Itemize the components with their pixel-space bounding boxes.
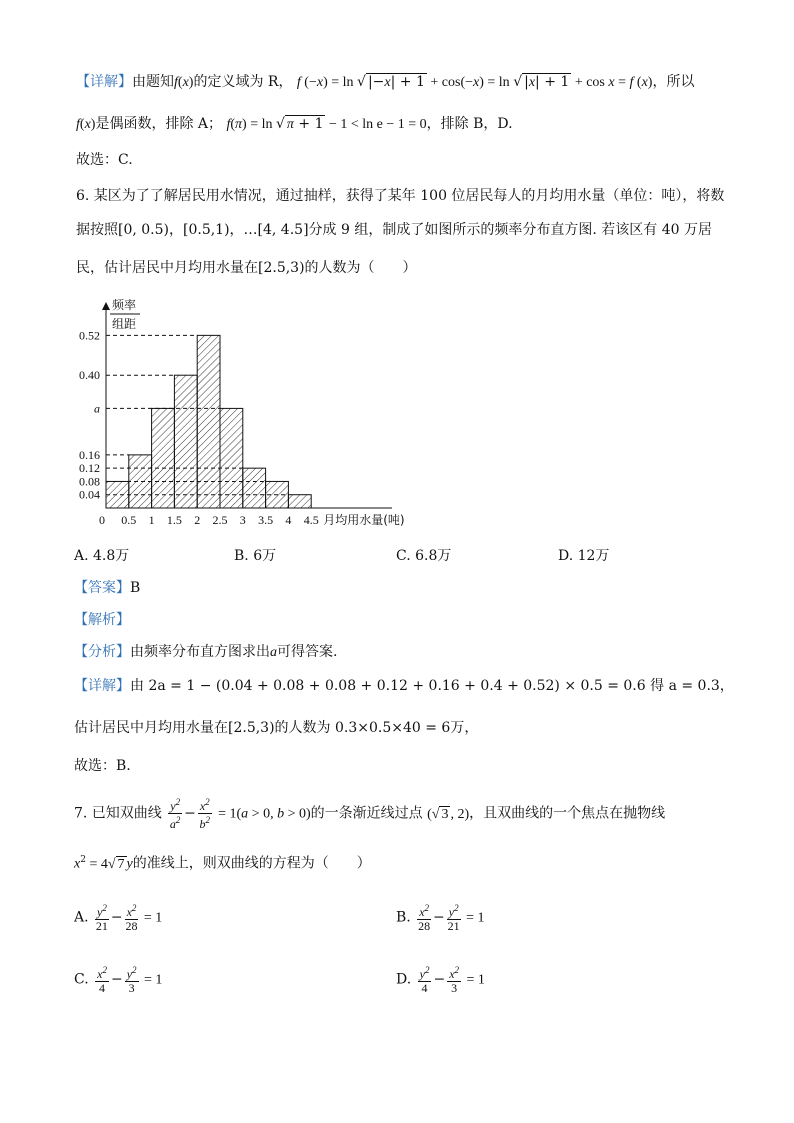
histogram-bar (197, 335, 220, 508)
y-axis-label-bottom: 组距 (112, 317, 137, 331)
x-tick-label: 4 (285, 513, 292, 527)
q6-fenxi: 【分析】由频率分布直方图求出a可得答案. (74, 644, 338, 660)
x-tick-label: 1 (148, 513, 155, 527)
histogram-bar (220, 408, 243, 508)
histogram-bar (152, 408, 175, 508)
q5-detail-line1: 【详解】由题知f(x)的定义域为 R， f (−x) = ln √ |−x| + 1 + cos(−x) = ln √ |x| + 1 + cos x = f (x)，所以 (76, 74, 695, 90)
q7-option-d[interactable]: D. $\frac{y^2}{4}$ − $\frac{x^2}{3}$ = 1 (396, 965, 485, 995)
q6-detail-line1: 【详解】由 2a = 1 − (0.04 + 0.08 + 0.08 + 0.12 + 0.16 + 0.4 + 0.52) × 0.5 = 0.6 得 a = 0.3， (74, 678, 734, 694)
y-tick-label: 0.16 (79, 447, 100, 462)
q6-option-a[interactable]: A. 4.8万 (74, 548, 130, 564)
q5-detail-line2: f(x)是偶函数，排除 A； f(π) = ln √ π + 1 − 1 < ln e − 1 = 0，排除 B，D. (76, 116, 513, 132)
x-tick-label: 2 (194, 513, 201, 527)
q6-option-b[interactable]: B. 6万 (234, 548, 277, 564)
y-axis-label-top: 频率 (112, 298, 137, 312)
q5-choose: 故选：C. (76, 152, 133, 168)
y-tick-label: 0.04 (79, 487, 100, 502)
q7-stem-line2: $x^2 = 4√$ 7 y的准线上，则双曲线的方程为（ ） (74, 855, 371, 872)
x-tick-label: 0 (99, 513, 105, 527)
x-tick-label: 0.5 (121, 513, 137, 527)
histogram-bar (243, 468, 266, 508)
y-tick-label: 0.40 (79, 368, 100, 383)
x-tick-label: 3.5 (258, 513, 274, 527)
q6-stem-line1: 6. 某区为了了解居民用水情况，通过抽样，获得了某年 100 位居民每人的月均用水量（单位：吨），将数 (76, 188, 725, 204)
y-tick-label: 0.12 (79, 461, 100, 476)
q6-answer: 【答案】B (74, 580, 141, 596)
q7-stem-line1: 7. 已知双曲线 $\frac{y^2}{a^2}$ − $\frac{x^2}{b^2}$ = 1(a > 0, b > 0)的一条渐近线过点 (√ 3 , 2)，且双曲线的一个焦点在抛物线 (74, 797, 666, 831)
x-tick-label: 1.5 (166, 513, 182, 527)
y-tick-label: a (94, 401, 100, 416)
q6-choose: 故选：B. (74, 758, 131, 774)
q6-stem-line3: 民，估计居民中月均用水量在[2.5,3)的人数为（ ） (76, 260, 417, 276)
q6-analysis-tag: 【解析】 (74, 612, 130, 628)
q7-option-b[interactable]: B. $\frac{x^2}{28}$ − $\frac{y^2}{21}$ = 1 (396, 903, 485, 933)
x-tick-label: 2.5 (212, 513, 228, 527)
frequency-histogram (72, 298, 412, 532)
q7-option-a[interactable]: A. $\frac{y^2}{21}$ − $\frac{x^2}{28}$ = 1 (74, 903, 163, 933)
histogram-bar (129, 455, 152, 508)
q6-detail-line2: 估计居民中月均用水量在[2.5,3)的人数为 0.3×0.5×40 = 6万， (74, 720, 479, 736)
histogram-bar (106, 481, 129, 508)
histogram-bar (174, 375, 197, 508)
x-axis-label: 月均用水量(吨) (323, 513, 405, 527)
x-tick-label: 3 (239, 513, 246, 527)
q6-option-c[interactable]: C. 6.8万 (396, 548, 452, 564)
x-tick-label: 4.5 (303, 513, 319, 527)
q6-stem-line2: 据按照[0, 0.5)，[0.5,1)，…[4, 4.5]分成 9 组，制成了如图所示的频率分布直方图. 若该区有 40 万居 (76, 222, 712, 238)
detail-tag: 【详解】 (76, 74, 132, 90)
y-tick-label: 0.08 (79, 474, 100, 489)
histogram-bar (266, 481, 289, 508)
q7-option-c[interactable]: C. $\frac{x^2}{4}$ − $\frac{y^2}{3}$ = 1 (74, 965, 163, 995)
histogram-bar (288, 495, 311, 508)
y-tick-label: 0.52 (79, 328, 100, 343)
q6-option-d[interactable]: D. 12万 (558, 548, 610, 564)
